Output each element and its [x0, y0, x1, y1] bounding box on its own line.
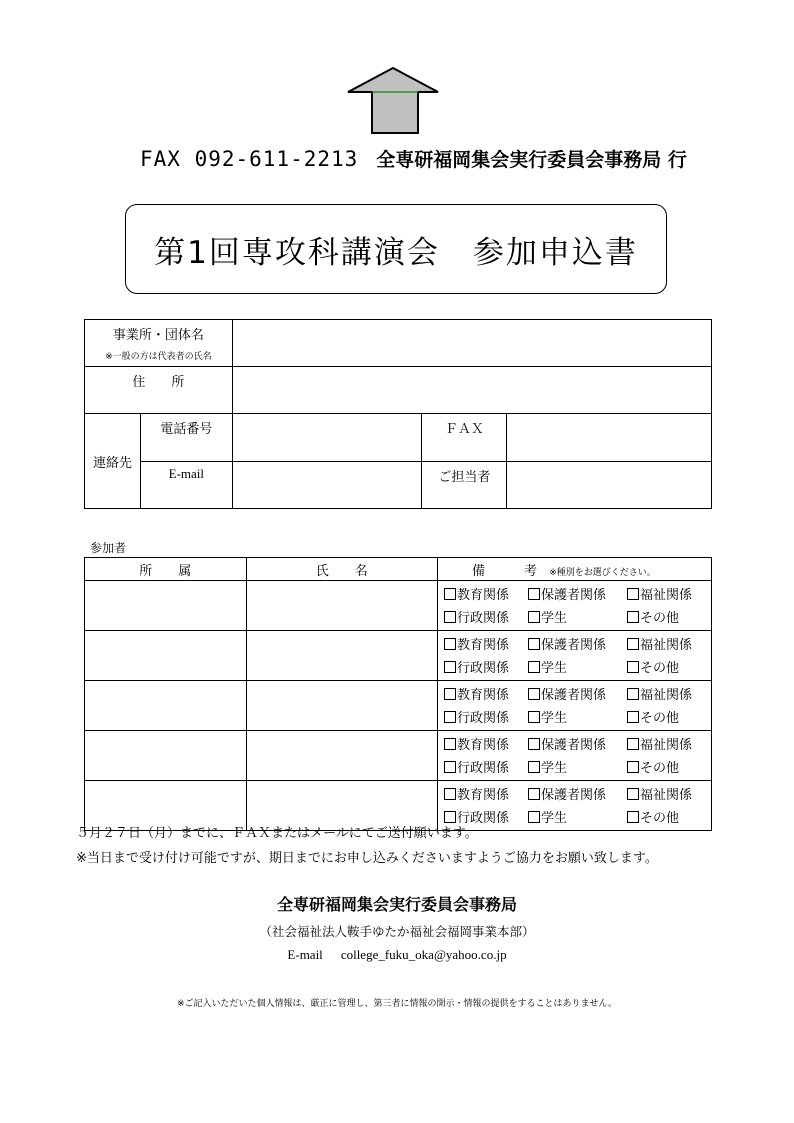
- option-administration[interactable]: 行政関係: [444, 757, 528, 780]
- remarks-label: 備 考: [472, 563, 538, 579]
- option-student[interactable]: 学生: [528, 757, 627, 780]
- contact-label: 連絡先: [92, 455, 132, 471]
- affiliation-field[interactable]: [85, 731, 247, 781]
- destination: 全専研福岡集会実行委員会事務局 行: [376, 149, 687, 171]
- org-label-cell: [85, 320, 233, 367]
- option-other[interactable]: その他: [627, 657, 679, 680]
- option-welfare[interactable]: 福祉関係: [627, 684, 692, 707]
- category-options: [438, 581, 712, 631]
- col-name: 氏 名: [246, 558, 437, 581]
- checkbox-icon: [444, 661, 456, 673]
- option-education[interactable]: 教育関係: [444, 734, 528, 757]
- option-welfare[interactable]: 福祉関係: [627, 584, 692, 607]
- participants-label: 参加者: [90, 541, 127, 555]
- affiliation-field[interactable]: [85, 681, 247, 731]
- address-field[interactable]: [232, 367, 711, 414]
- category-options: [438, 681, 712, 731]
- checkbox-icon: [444, 711, 456, 723]
- person-label: ご担当者: [438, 470, 491, 485]
- checkbox-icon: [444, 761, 456, 773]
- option-education[interactable]: 教育関係: [444, 684, 528, 707]
- checkbox-icon: [528, 761, 540, 773]
- option-administration[interactable]: 行政関係: [444, 657, 528, 680]
- org-field[interactable]: [232, 320, 711, 367]
- option-student[interactable]: 学生: [528, 657, 627, 680]
- address-label-cell: [85, 367, 233, 414]
- checkbox-icon: [528, 661, 540, 673]
- checkbox-icon: [627, 588, 639, 600]
- fax-label-cell: [422, 414, 507, 462]
- category-options: [438, 631, 712, 681]
- phone-label-cell: [140, 414, 232, 462]
- name-field[interactable]: [246, 731, 437, 781]
- checkbox-icon: [528, 611, 540, 623]
- checkbox-icon: [528, 711, 540, 723]
- footer-org-sub: （社会福祉法人鞍手ゆたか福祉会福岡事業本部）: [259, 924, 535, 939]
- org-label: 事業所・団体名: [112, 328, 204, 343]
- fax-label: ＦＡＸ: [444, 422, 484, 437]
- fax-field[interactable]: [507, 414, 712, 462]
- participants-table: [84, 557, 712, 831]
- option-education[interactable]: 教育関係: [444, 584, 528, 607]
- person-label-cell: [422, 462, 507, 509]
- checkbox-icon: [627, 611, 639, 623]
- checkbox-icon: [444, 688, 456, 700]
- checkbox-icon: [627, 738, 639, 750]
- email-field[interactable]: [232, 462, 422, 509]
- option-welfare[interactable]: 福祉関係: [627, 784, 692, 807]
- privacy-note: ※ご記入いただいた個人情報は、厳正に管理し、第三者に情報の開示・情報の提供をすることはありません。: [176, 999, 618, 1009]
- name-field[interactable]: [246, 581, 437, 631]
- option-other[interactable]: その他: [627, 807, 679, 830]
- up-arrow-icon: [346, 66, 440, 136]
- footer-email: [0, 947, 794, 963]
- footer-org: 全専研福岡集会実行委員会事務局: [276, 895, 517, 914]
- option-administration[interactable]: 行政関係: [444, 807, 528, 830]
- table-row: [85, 581, 712, 631]
- option-guardian[interactable]: 保護者関係: [528, 684, 627, 707]
- checkbox-icon: [528, 811, 540, 823]
- form-title: 第1回専攻科講演会 参加申込書: [154, 234, 638, 271]
- option-administration[interactable]: 行政関係: [444, 707, 528, 730]
- category-options: [438, 731, 712, 781]
- option-welfare[interactable]: 福祉関係: [627, 734, 692, 757]
- checkbox-icon: [627, 761, 639, 773]
- table-row: [85, 631, 712, 681]
- checkbox-icon: [444, 788, 456, 800]
- option-student[interactable]: 学生: [528, 607, 627, 630]
- fax-destination-line: [140, 145, 687, 172]
- option-administration[interactable]: 行政関係: [444, 607, 528, 630]
- option-guardian[interactable]: 保護者関係: [528, 584, 627, 607]
- table-row: [85, 731, 712, 781]
- address-label: 住 所: [132, 375, 185, 390]
- option-student[interactable]: 学生: [528, 707, 627, 730]
- checkbox-icon: [627, 788, 639, 800]
- checkbox-icon: [627, 811, 639, 823]
- checkbox-icon: [528, 638, 540, 650]
- option-welfare[interactable]: 福祉関係: [627, 634, 692, 657]
- option-other[interactable]: その他: [627, 757, 679, 780]
- option-education[interactable]: 教育関係: [444, 634, 528, 657]
- org-note: ※一般の方は代表者の氏名: [105, 352, 212, 362]
- name-field[interactable]: [246, 681, 437, 731]
- checkbox-icon: [627, 661, 639, 673]
- title-box: [125, 204, 667, 294]
- person-field[interactable]: [507, 462, 712, 509]
- col-remarks: [438, 558, 712, 581]
- email-label-cell: [140, 462, 232, 509]
- phone-label: 電話番号: [160, 422, 213, 437]
- remarks-note: ※種別をお選びください。: [549, 567, 656, 578]
- table-row: [85, 681, 712, 731]
- col-affiliation: 所 属: [85, 558, 247, 581]
- checkbox-icon: [528, 788, 540, 800]
- option-guardian[interactable]: 保護者関係: [528, 784, 627, 807]
- option-guardian[interactable]: 保護者関係: [528, 634, 627, 657]
- checkbox-icon: [444, 611, 456, 623]
- checkbox-icon: [627, 638, 639, 650]
- checkbox-icon: [627, 711, 639, 723]
- deadline-note: ５月２７日（月）までに、ＦＡＸまたはメールにてご送付願います。: [76, 826, 478, 841]
- fax-number: FAX 092-611-2213: [140, 147, 359, 171]
- checkbox-icon: [528, 688, 540, 700]
- option-other[interactable]: その他: [627, 707, 679, 730]
- checkbox-icon: [444, 638, 456, 650]
- affiliation-field[interactable]: [85, 581, 247, 631]
- option-student[interactable]: 学生: [528, 807, 627, 830]
- footer-email-label: E-mail: [287, 947, 323, 962]
- checkbox-icon: [528, 588, 540, 600]
- same-day-note: ※当日まで受け付け可能ですが、期日までにお申し込みくださいますようご協力をお願い致します。: [76, 851, 658, 866]
- checkbox-icon: [528, 738, 540, 750]
- phone-field[interactable]: [232, 414, 422, 462]
- option-other[interactable]: その他: [627, 607, 679, 630]
- applicant-table: [84, 319, 712, 509]
- option-education[interactable]: 教育関係: [444, 784, 528, 807]
- email-label: E-mail: [168, 466, 205, 481]
- checkbox-icon: [444, 738, 456, 750]
- category-options: [438, 781, 712, 831]
- option-guardian[interactable]: 保護者関係: [528, 734, 627, 757]
- footer-email-address[interactable]: college_fuku_oka@yahoo.co.jp: [340, 947, 507, 962]
- name-field[interactable]: [246, 631, 437, 681]
- contact-label-cell: [85, 414, 141, 509]
- checkbox-icon: [627, 688, 639, 700]
- affiliation-field[interactable]: [85, 631, 247, 681]
- checkbox-icon: [444, 588, 456, 600]
